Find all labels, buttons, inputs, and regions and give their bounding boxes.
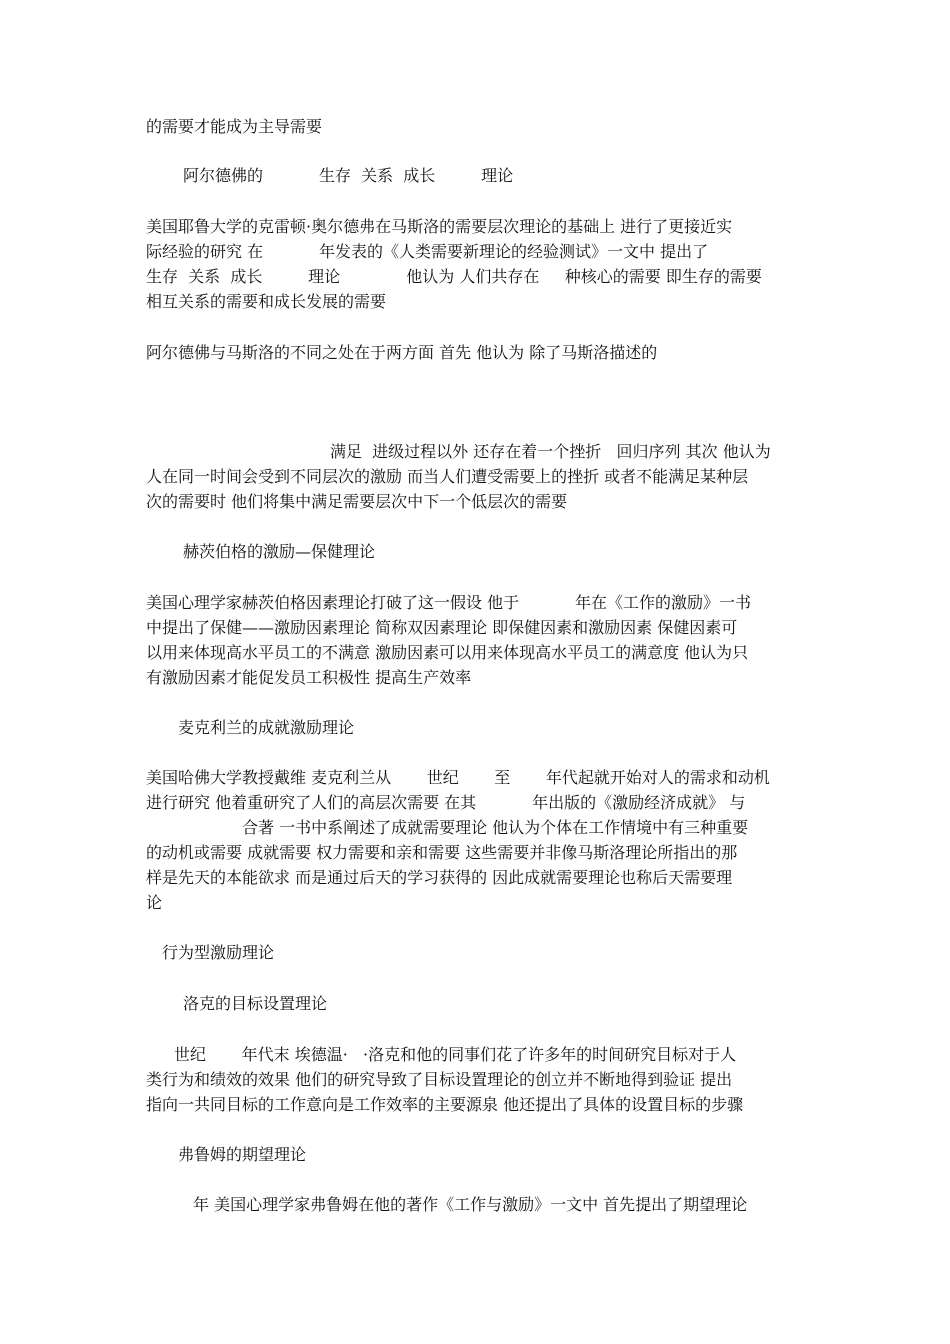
text-line: 的需要才能成为主导需要 [146, 117, 323, 136]
text-line: 有激励因素才能促发员工积极性 提高生产效率 [146, 668, 472, 687]
text-line: 合著 一书中系阐述了成就需要理论 他认为个体在工作情境中有三种重要 [242, 818, 749, 837]
text-line: 年 美国心理学家弗鲁姆在他的著作《工作与激励》一文中 首先提出了期望理论 [193, 1195, 748, 1214]
text-line: 际经验的研究 在 年发表的《人类需要新理论的经验测试》一文中 提出了 [146, 242, 709, 261]
text-line: 阿尔德佛与马斯洛的不同之处在于两方面 首先 他认为 除了马斯洛描述的 [146, 343, 658, 362]
text-line: 次的需要时 他们将集中满足需要层次中下一个低层次的需要 [146, 492, 568, 511]
section-heading: 赫茨伯格的激励—保健理论 [183, 542, 376, 561]
text-line: 进行研究 他着重研究了人们的高层次需要 在其 年出版的《激励经济成就》 与 [146, 793, 746, 812]
section-heading: 麦克利兰的成就激励理论 [178, 718, 355, 737]
text-line: 美国耶鲁大学的克雷顿·奥尔德弗在马斯洛的需要层次理论的基础上 进行了更接近实 [146, 217, 733, 236]
text-line: 满足 进级过程以外 还存在着一个挫折 回归序列 其次 他认为 [330, 442, 771, 461]
text-line: 世纪 年代末 埃德温· ·洛克和他的同事们花了许多年的时间研究目标对于人 [174, 1045, 737, 1064]
section-heading: 弗鲁姆的期望理论 [178, 1145, 307, 1164]
text-line: 的动机或需要 成就需要 权力需要和亲和需要 这些需要并非像马斯洛理论所指出的那 [146, 843, 738, 862]
text-line: 指向一共同目标的工作意向是工作效率的主要源泉 他还提出了具体的设置目标的步骤 [146, 1095, 744, 1114]
section-heading: 洛克的目标设置理论 [183, 994, 328, 1013]
text-line: 美国心理学家赫茨伯格因素理论打破了这一假设 他于 年在《工作的激励》一书 [146, 593, 752, 612]
section-heading: 阿尔德佛的 生存 关系 成长 理论 [183, 166, 514, 185]
text-line: 人在同一时间会受到不同层次的激励 而当人们遭受需要上的挫折 或者不能满足某种层 [146, 467, 749, 486]
text-line: 论 [146, 893, 163, 912]
text-line: 美国哈佛大学教授戴维 麦克利兰从 世纪 至 年代起就开始对人的需求和动机 [146, 768, 770, 787]
text-line: 类行为和绩效的效果 他们的研究导致了目标设置理论的创立并不断地得到验证 提出 [146, 1070, 733, 1089]
section-heading: 行为型激励理论 [162, 943, 275, 962]
text-line: 以用来体现高水平员工的不满意 激励因素可以用来体现高水平员工的满意度 他认为只 [146, 643, 749, 662]
text-line: 中提出了保健——激励因素理论 简称双因素理论 即保健因素和激励因素 保健因素可 [146, 618, 738, 637]
text-line: 生存 关系 成长 理论 他认为 人们共存在 种核心的需要 即生存的需要 [146, 267, 762, 286]
text-line: 相互关系的需要和成长发展的需要 [146, 292, 387, 311]
text-line: 样是先天的本能欲求 而是通过后天的学习获得的 因此成就需要理论也称后天需要理 [146, 868, 733, 887]
